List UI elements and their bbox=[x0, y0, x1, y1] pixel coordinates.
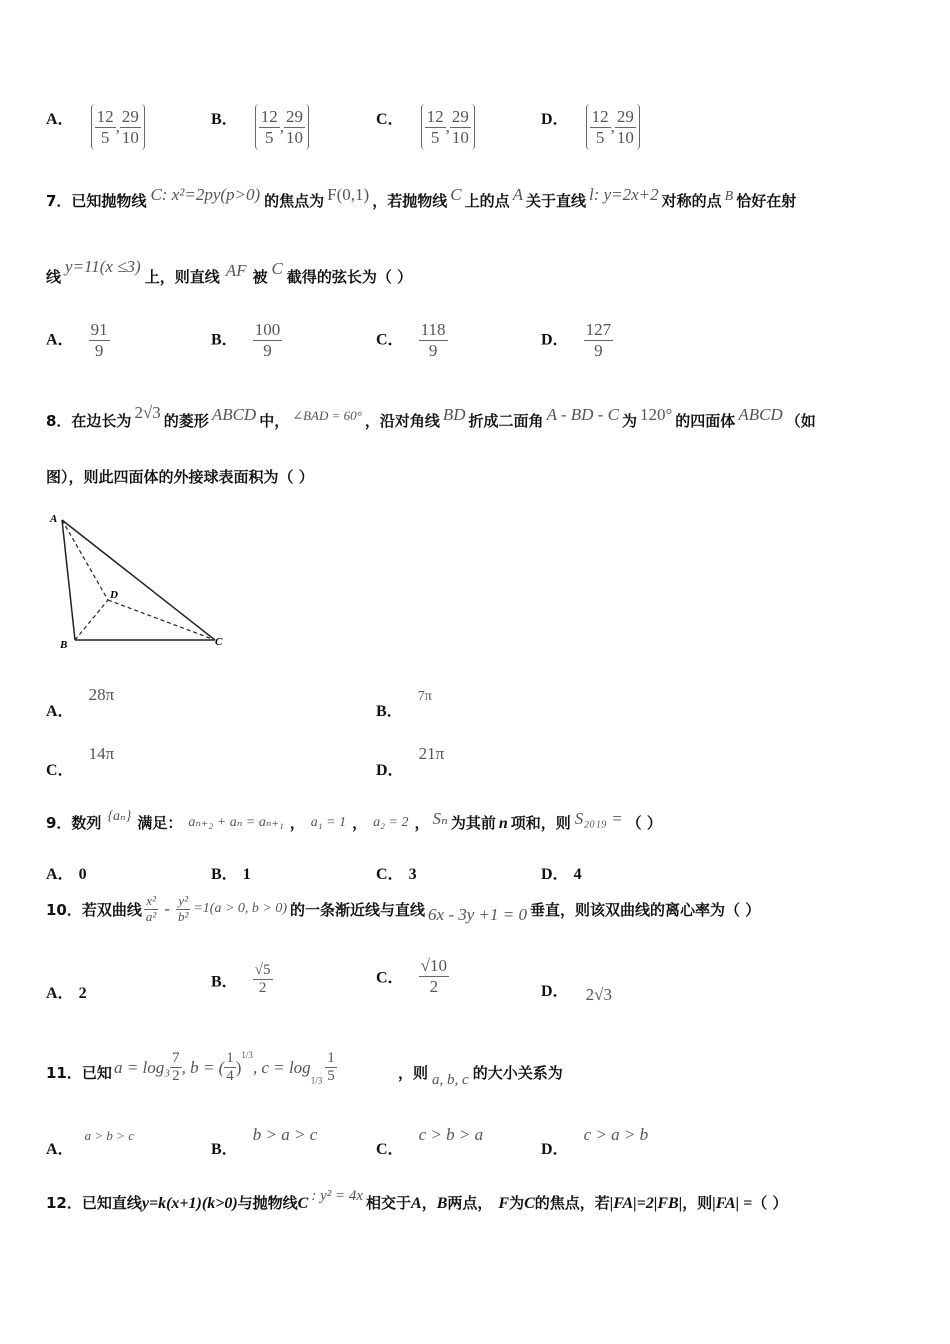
edge-dc bbox=[108, 600, 215, 640]
interval: $\frac{12}{5}$ , $\frac{29}{10}$ bbox=[91, 104, 145, 150]
option-label: C． bbox=[376, 331, 404, 349]
q8-option-a[interactable]: A． 28π bbox=[46, 685, 115, 720]
q8-option-d[interactable]: D． 21π bbox=[376, 744, 445, 779]
edge-ac bbox=[62, 520, 215, 640]
q6-option-a[interactable] bbox=[46, 104, 145, 150]
q7-stem-line1: 7．已知抛物线 C: x²=2py(p>0) 的焦点为 F(0,1) ，若抛物线 C 上的点 A 关于直线 l: y=2x+2 对称的点 B 恰好在射 bbox=[46, 185, 797, 210]
q11-option-a[interactable]: A． a > b > c bbox=[46, 1128, 134, 1158]
option-label: A． bbox=[46, 331, 74, 349]
q9-stem: 9．数列 {aₙ} 满足： aₙ₊₂ + aₙ = aₙ₊₁ ， a₁ = 1 ， a₂ = 2 ， Sₙ 为其前 n 项和，则 S₂₀₁₉ = （ ） bbox=[46, 809, 662, 832]
q10-stem: 10．若双曲线 $\frac{\text{x²}}{\text{a²}}$ - $\frac{\text{y²}}{\text{b²}}$ =1(a > 0, b > 0) 的一条渐近线与直线 6x - 3y +1 = 0 垂直，则该双曲线的离心率为（ ） bbox=[46, 893, 761, 925]
option-label: D． bbox=[541, 866, 569, 883]
vertex-b-label: B bbox=[60, 639, 68, 651]
option-label: B． bbox=[211, 866, 238, 883]
q9-option-c[interactable]: C． 3 bbox=[376, 866, 417, 883]
option-label: A． bbox=[46, 1141, 74, 1158]
vertex-c-label: C bbox=[215, 636, 223, 648]
vertex-a-label: A bbox=[50, 513, 58, 525]
option-label: D． bbox=[541, 983, 569, 1000]
q9-option-a[interactable]: A． 0 bbox=[46, 866, 87, 883]
q11-option-b[interactable]: B． b > a > c bbox=[211, 1125, 318, 1158]
q11-option-c[interactable]: C． c > b > a bbox=[376, 1125, 484, 1158]
q9-option-b[interactable]: B． 1 bbox=[211, 866, 251, 883]
option-label: A． bbox=[46, 985, 74, 1002]
q6-option-c[interactable] bbox=[376, 104, 475, 150]
option-label: A． bbox=[46, 703, 74, 720]
option-label: A． bbox=[46, 866, 74, 883]
q10-option-b[interactable]: B． $\frac{√5}{2}$ bbox=[211, 962, 271, 997]
option-label: C． bbox=[376, 866, 404, 883]
option-label: A． bbox=[46, 110, 74, 128]
option-label: C． bbox=[46, 762, 74, 779]
q11-option-d[interactable]: D． c > a > b bbox=[541, 1125, 649, 1158]
q12-stem: 12．已知直线y=k(x+1)(k>0)与抛物线C : y² = 4x 相交于A，B两点， F为C的焦点，若|FA|=2|FB|，则|FA| =（ ） bbox=[46, 1188, 788, 1212]
edge-bd bbox=[75, 600, 108, 640]
option-label: B． bbox=[211, 973, 238, 991]
q7-option-d[interactable]: D． $\frac{127}{9}$ bbox=[541, 320, 612, 360]
q6-option-b[interactable] bbox=[211, 104, 309, 150]
q7-stem-line2: 线y=11(x ≤3)上，则直线 AF 被 C 截得的弦长为（ ） bbox=[46, 257, 413, 286]
option-label: B． bbox=[211, 1141, 238, 1158]
q8-stem-line1: 8．在边长为 2√3 的菱形 ABCD 中， $^{\angle BAD = 60^\circ}$ ，沿对角线 BD 折成二面角 A - BD - C 为 120° 的四面体 ABCD （如 bbox=[46, 403, 816, 430]
option-label: C． bbox=[376, 969, 404, 987]
q8-option-b[interactable]: B． 7π bbox=[376, 689, 432, 720]
q10-option-c[interactable]: C． $\frac{√10}{2}$ bbox=[376, 956, 447, 996]
option-label: D． bbox=[541, 1141, 569, 1158]
option-label: D． bbox=[541, 110, 569, 128]
interval: $\frac{12}{5}$ , $\frac{29}{10}$ bbox=[255, 104, 309, 150]
q6-option-d[interactable] bbox=[541, 104, 640, 150]
q11-stem: 11．已知 a = log₃ $\frac{7}{2}$ , b = ( $\frac{1}{4}$ )$^{1/3}$, c = log1/3 $\frac{1}{5}$ ，则 a, b, c 的大小关系为 bbox=[46, 1050, 563, 1088]
edge-ab bbox=[62, 520, 75, 640]
q9-option-d[interactable]: D． 4 bbox=[541, 866, 582, 883]
q7-option-b[interactable]: B． $\frac{100}{9}$ bbox=[211, 320, 281, 360]
tetrahedron-figure bbox=[40, 508, 240, 658]
vertex-d-label: D bbox=[110, 589, 118, 601]
option-label: B． bbox=[376, 703, 403, 720]
q8-stem-line2: 图），则此四面体的外接球表面积为（ ） bbox=[46, 468, 314, 486]
interval: $\frac{12}{5}$ , $\frac{29}{10}$ bbox=[586, 104, 640, 150]
q8-option-c[interactable]: C． 14π bbox=[46, 744, 115, 779]
q10-option-a[interactable]: A． 2 bbox=[46, 985, 87, 1002]
option-label: D． bbox=[541, 331, 569, 349]
option-label: B． bbox=[211, 331, 238, 349]
q7-option-a[interactable]: A． $\frac{91}{9}$ bbox=[46, 320, 108, 360]
option-label: B． bbox=[211, 110, 238, 128]
option-label: C． bbox=[376, 1141, 404, 1158]
q7-option-c[interactable]: C． $\frac{118}{9}$ bbox=[376, 320, 446, 360]
interval: $\frac{12}{5}$ , $\frac{29}{10}$ bbox=[421, 104, 475, 150]
option-label: C． bbox=[376, 110, 404, 128]
option-label: D． bbox=[376, 762, 404, 779]
q10-option-d[interactable]: D． 2√3 bbox=[541, 983, 612, 1004]
